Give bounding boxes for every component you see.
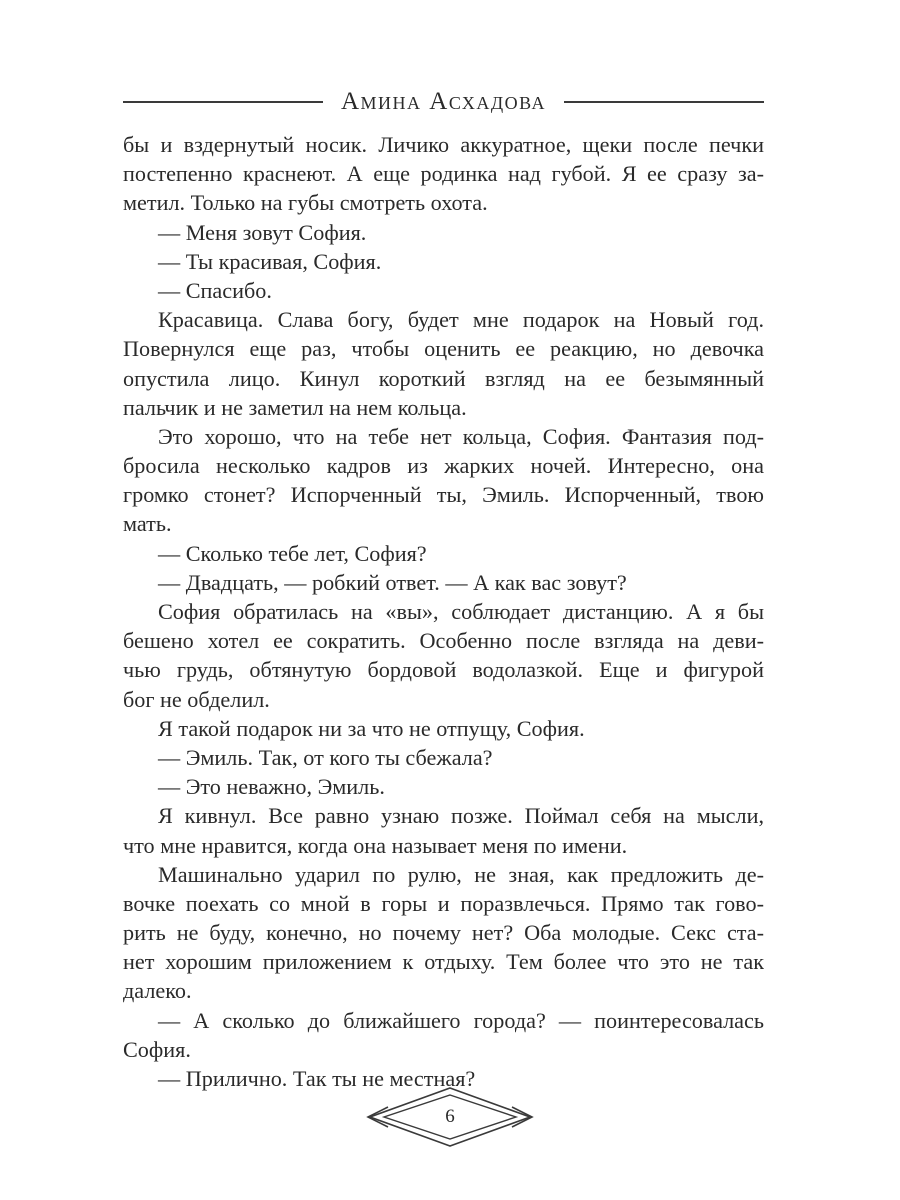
text-line: Красавица. Слава богу, будет мне подарок на Новый год. <box>158 307 764 333</box>
text-line: громко стонет? Испорченный ты, Эмиль. Испорченный, твою <box>123 482 764 508</box>
text-line: — Эмиль. Так, от кого ты сбежала? <box>158 744 493 770</box>
header-rule-right <box>564 101 764 103</box>
page-number-ornament <box>360 1086 540 1148</box>
text-line: — Ты красивая, София. <box>158 248 382 274</box>
text-line: вочке поехать со мной в горы и поразвлечься. Прямо так гово- <box>123 890 764 916</box>
text-line: Я кивнул. Все равно узнаю позже. Поймал себя на мысли, <box>158 803 764 829</box>
text-line: Я такой подарок ни за что не отпущу, София. <box>158 715 585 741</box>
text-line: метил. Только на губы смотреть охота. <box>123 190 488 216</box>
text-line: — А сколько до ближайшего города? — поинтересовалась <box>158 1007 764 1033</box>
text-line: нет хорошим приложением к отдыху. Тем более что это не так <box>123 949 764 975</box>
text-line: — Это неважно, Эмиль. <box>158 774 385 800</box>
text-line: постепенно краснеют. А еще родинка над губой. Я ее сразу за- <box>123 161 764 187</box>
text-line: пальчик и не заметил на нем кольца. <box>123 394 467 420</box>
running-header <box>123 84 764 120</box>
page-number: 6 <box>445 1106 455 1127</box>
text-line: чью грудь, обтянутую бордовой водолазкой. Еще и фигурой <box>123 657 764 683</box>
text-line: — Прилично. Так ты не местная? <box>158 1066 476 1091</box>
text-line: бросила несколько кадров из жарких ночей. Интересно, она <box>123 453 764 479</box>
header-rule-left <box>123 101 323 103</box>
text-line: бешено хотел ее сократить. Особенно после взгляда на деви- <box>123 628 764 654</box>
text-line: София. <box>123 1036 191 1062</box>
text-line: — Меня зовут София. <box>158 219 367 245</box>
author-name: Амина Асхадова <box>340 88 547 115</box>
text-line: рить не буду, конечно, но почему нет? Оба молодые. Секс ста- <box>123 920 764 946</box>
text-line: далеко. <box>123 978 192 1004</box>
text-line: — Двадцать, — робкий ответ. — А как вас зовут? <box>158 569 627 595</box>
text-line: Повернулся еще раз, чтобы оценить ее реакцию, но девочка <box>123 336 764 362</box>
text-line: Машинально ударил по рулю, не зная, как предложить де- <box>158 861 764 887</box>
text-line: опустила лицо. Кинул короткий взгляд на ее безымянный <box>123 365 764 391</box>
page-body <box>123 130 764 1093</box>
text-line: Это хорошо, что на тебе нет кольца, София. Фантазия под- <box>158 423 764 449</box>
text-line: — Сколько тебе лет, София? <box>158 540 427 566</box>
text-line: бы и вздернутый носик. Личико аккуратное, щеки после печки <box>123 132 764 157</box>
text-line: мать. <box>123 511 172 537</box>
text-line: София обратилась на «вы», соблюдает дистанцию. А я бы <box>158 599 764 624</box>
text-line: — Спасибо. <box>158 277 272 303</box>
text-line: что мне нравится, когда она называет меня по имени. <box>123 832 628 858</box>
text-line: бог не обделил. <box>123 686 270 712</box>
